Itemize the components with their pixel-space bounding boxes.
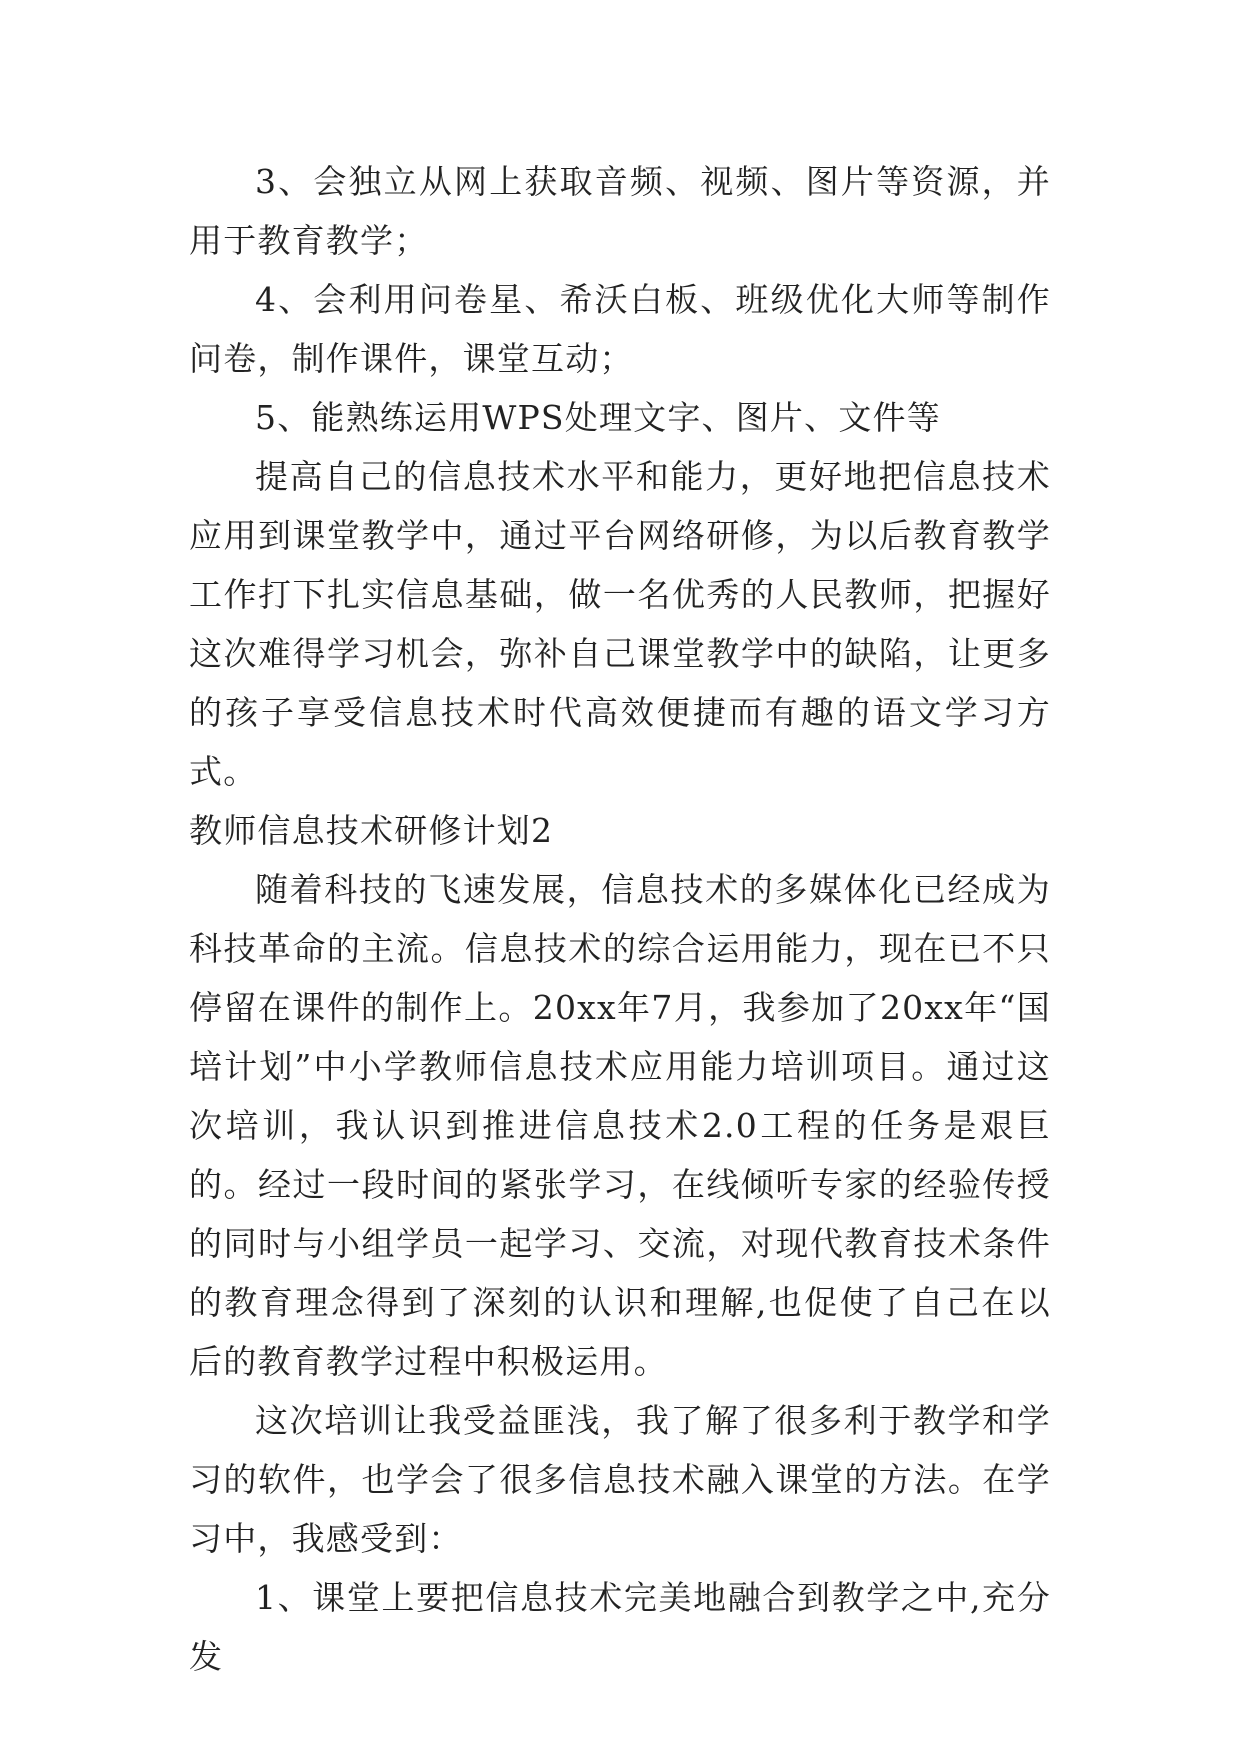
list-item-3: 3、会独立从网上获取音频、视频、图片等资源，并用于教育教学； xyxy=(189,162,1051,260)
body-paragraph-2: 这次培训让我受益匪浅，我了解了很多利于教学和学习的软件，也学会了很多信息技术融入课堂的方法。在学习中，我感受到： xyxy=(189,1401,1051,1558)
summary-paragraph: 提高自己的信息技术水平和能力，更好地把信息技术应用到课堂教学中，通过平台网络研修，为以后教育教学工作打下扎实信息基础，做一名优秀的人民教师，把握好这次难得学习机会，弥补自己课堂教学中的缺陷，让更多的孩子享受信息技术时代高效便捷而有趣的语文学习方式。 xyxy=(189,457,1051,791)
document-body xyxy=(189,152,1051,1686)
body-paragraph-1: 随着科技的飞速发展，信息技术的多媒体化已经成为科技革命的主流。信息技术的综合运用能力，现在已不只停留在课件的制作上。20xx年7月，我参加了20xx年“国培计划”中小学教师信息技术应用能力培训项目。通过这次培训，我认识到推进信息技术2.0工程的任务是艰巨的。经过一段时间的紧张学习，在线倾听专家的经验传授的同时与小组学员一起学习、交流，对现代教育技术条件的教育理念得到了深刻的认识和理解,也促使了自己在以后的教育教学过程中积极运用。 xyxy=(189,870,1051,1381)
section-heading: 教师信息技术研修计划2 xyxy=(189,811,554,850)
list-item-4: 4、会利用问卷星、希沃白板、班级优化大师等制作问卷，制作课件，课堂互动； xyxy=(189,280,1051,378)
list-item-1: 1、课堂上要把信息技术完美地融合到教学之中,充分发 xyxy=(189,1578,1051,1676)
list-item-5: 5、能熟练运用WPS处理文字、图片、文件等 xyxy=(255,398,941,437)
